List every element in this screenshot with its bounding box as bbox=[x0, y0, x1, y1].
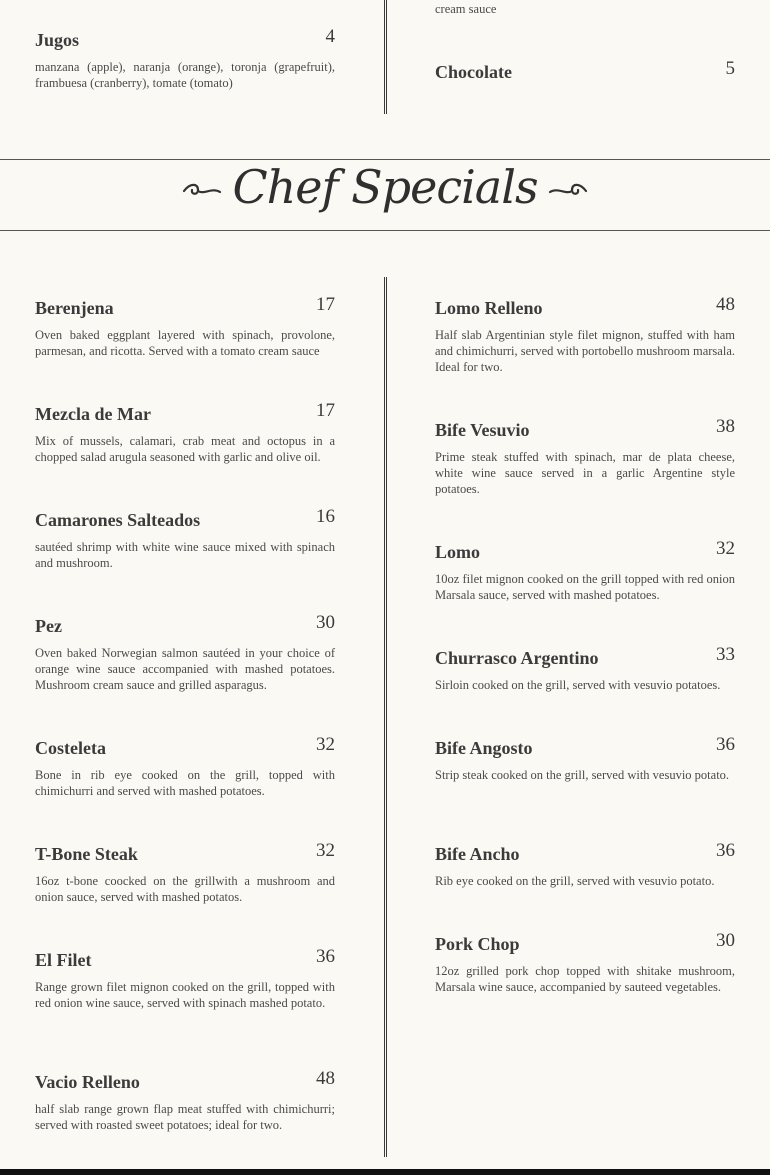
column-divider bbox=[384, 277, 387, 1157]
item-price: 17 bbox=[316, 400, 335, 421]
item-name: El Filet bbox=[35, 950, 92, 970]
item-description: manzana (apple), naranja (orange), toronja (grapefruit), frambuesa (cranberry), tomate (tomato) bbox=[35, 60, 335, 90]
item-description: Strip steak cooked on the grill, served with vesuvio potato. bbox=[435, 768, 730, 782]
item-price: 33 bbox=[716, 644, 735, 665]
scroll-flourish-icon bbox=[548, 181, 588, 201]
item-description: Bone in rib eye cooked on the grill, topped with chimichurri and served with mashed potatoes. bbox=[35, 768, 335, 798]
item-price: 48 bbox=[716, 294, 735, 315]
item-description: Rib eye cooked on the grill, served with vesuvio potato. bbox=[435, 874, 715, 888]
cut-off-description: cream sauce bbox=[435, 2, 497, 16]
item-name: Jugos bbox=[35, 30, 80, 50]
item-name: Lomo Relleno bbox=[435, 298, 543, 318]
item-description: 16oz t-bone coocked on the grillwith a mushroom and onion sauce, served with mashed potatos. bbox=[35, 874, 335, 904]
section-banner bbox=[0, 160, 770, 214]
item-price: 38 bbox=[716, 416, 735, 437]
banner-bottom-rule bbox=[0, 230, 770, 231]
item-price: 32 bbox=[316, 840, 335, 861]
item-description: Oven baked Norwegian salmon sautéed in your choice of orange wine sauce accompanied with mashed potatoes. Mushroom cream sauce and grilled asparagus. bbox=[35, 646, 335, 692]
item-name: Pork Chop bbox=[435, 934, 520, 954]
item-price: 17 bbox=[316, 294, 335, 315]
item-name: Pez bbox=[35, 616, 62, 636]
bottom-bar bbox=[0, 1169, 770, 1175]
item-price: 36 bbox=[316, 946, 335, 967]
item-description: Prime steak stuffed with spinach, mar de plata cheese, white wine sauce served in a garlic Argentine style potatoes. bbox=[435, 450, 735, 496]
scroll-flourish-icon bbox=[182, 181, 222, 201]
item-price: 30 bbox=[316, 612, 335, 633]
item-name: Vacio Relleno bbox=[35, 1072, 140, 1092]
item-name: Bife Ancho bbox=[435, 844, 520, 864]
item-name: Churrasco Argentino bbox=[435, 648, 599, 668]
item-description: 12oz grilled pork chop topped with shitake mushroom, Marsala wine sauce, accompanied by sauteed vegetables. bbox=[435, 964, 735, 994]
item-price: 36 bbox=[716, 734, 735, 755]
item-description: sautéed shrimp with white wine sauce mixed with spinach and mushroom. bbox=[35, 540, 335, 570]
item-description: Range grown filet mignon cooked on the grill, topped with red onion wine sauce, served with spinach mashed potato. bbox=[35, 980, 335, 1010]
item-description: half slab range grown flap meat stuffed with chimichurri; served with roasted sweet potatoes; ideal for two. bbox=[35, 1102, 335, 1132]
item-price: 36 bbox=[716, 840, 735, 861]
item-price: 4 bbox=[325, 26, 335, 47]
item-price: 16 bbox=[316, 506, 335, 527]
item-description: 10oz filet mignon cooked on the grill topped with red onion Marsala sauce, served with mashed potatoes. bbox=[435, 572, 735, 602]
item-description: Half slab Argentinian style filet mignon, stuffed with ham and chimichurri, served with portobello mushroom marsala. Ideal for two. bbox=[435, 328, 735, 374]
item-price: 48 bbox=[316, 1068, 335, 1089]
item-description: Mix of mussels, calamari, crab meat and octopus in a chopped salad arugula seasoned with garlic and olive oil. bbox=[35, 434, 335, 464]
item-name: T-Bone Steak bbox=[35, 844, 138, 864]
item-description: Oven baked eggplant layered with spinach, provolone, parmesan, and ricotta. Served with a tomato cream sauce bbox=[35, 328, 335, 358]
item-name: Camarones Salteados bbox=[35, 510, 201, 530]
item-name: Mezcla de Mar bbox=[35, 404, 151, 424]
section-title: Chef Specials bbox=[232, 160, 538, 214]
item-price: 30 bbox=[716, 930, 735, 951]
item-name: Costeleta bbox=[35, 738, 106, 758]
item-price: 32 bbox=[316, 734, 335, 755]
item-description: Sirloin cooked on the grill, served with vesuvio potatoes. bbox=[435, 678, 721, 692]
column-divider-top bbox=[384, 0, 387, 114]
item-name: Bife Vesuvio bbox=[435, 420, 530, 440]
item-name: Berenjena bbox=[35, 298, 114, 318]
item-name: Lomo bbox=[435, 542, 480, 562]
item-price: 5 bbox=[725, 58, 735, 79]
item-price: 32 bbox=[716, 538, 735, 559]
item-name: Chocolate bbox=[435, 62, 512, 82]
item-name: Bife Angosto bbox=[435, 738, 533, 758]
